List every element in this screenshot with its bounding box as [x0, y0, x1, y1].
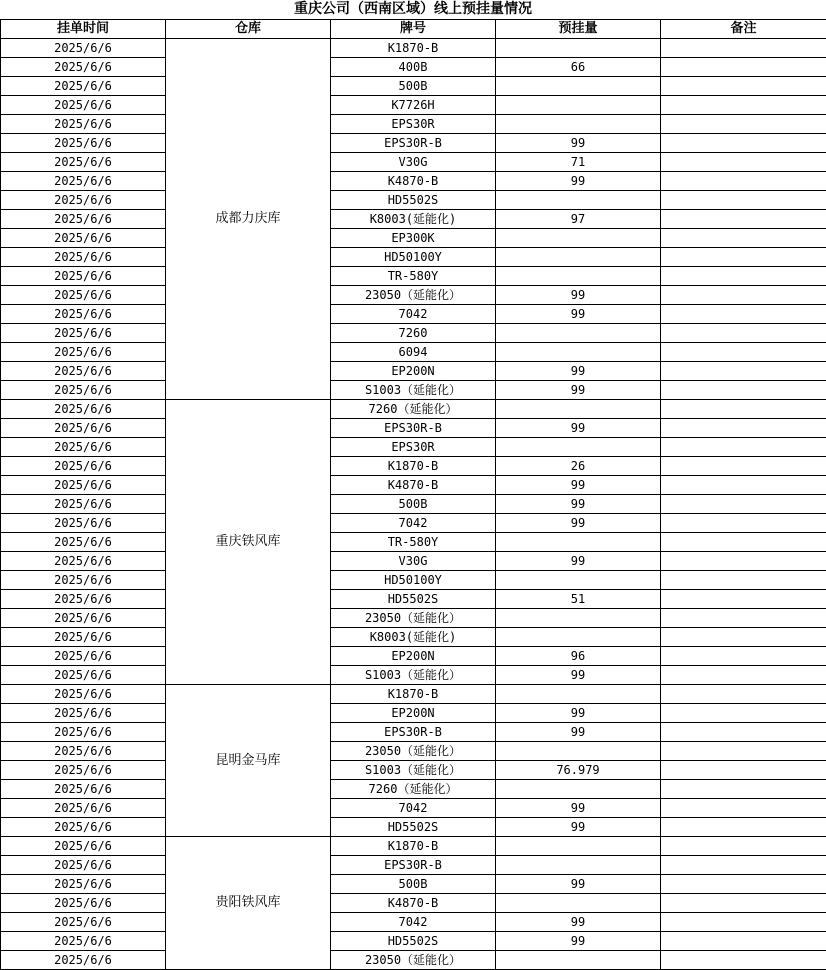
cell-quantity[interactable]	[496, 191, 661, 210]
table-row	[1, 951, 826, 970]
cell-quantity[interactable]: 99	[496, 172, 661, 191]
cell-brand[interactable]: HD50100Y	[331, 571, 496, 590]
cell-note[interactable]	[661, 533, 826, 552]
cell-quantity[interactable]: 99	[496, 419, 661, 438]
table-row	[1, 875, 826, 894]
cell-note[interactable]	[661, 951, 826, 970]
cell-brand[interactable]: K7726H	[331, 96, 496, 115]
cell-note[interactable]	[661, 210, 826, 229]
cell-warehouse[interactable]: 成都力庆库	[166, 39, 331, 400]
cell-date[interactable]: 2025/6/6	[1, 951, 166, 970]
cell-brand[interactable]: 7260（延能化）	[331, 780, 496, 799]
cell-date[interactable]: 2025/6/6	[1, 723, 166, 742]
cell-warehouse[interactable]: 昆明金马库	[166, 685, 331, 837]
cell-note[interactable]	[661, 248, 826, 267]
cell-brand[interactable]: 7042	[331, 514, 496, 533]
cell-date[interactable]: 2025/6/6	[1, 305, 166, 324]
cell-brand[interactable]: V30G	[331, 153, 496, 172]
table-row	[1, 286, 826, 305]
cell-quantity[interactable]	[496, 324, 661, 343]
cell-date[interactable]: 2025/6/6	[1, 96, 166, 115]
cell-date[interactable]: 2025/6/6	[1, 913, 166, 932]
table-row	[1, 134, 826, 153]
cell-brand[interactable]: K1870-B	[331, 837, 496, 856]
cell-note[interactable]	[661, 153, 826, 172]
cell-quantity[interactable]	[496, 267, 661, 286]
cell-brand[interactable]: TR-580Y	[331, 267, 496, 286]
cell-note[interactable]	[661, 628, 826, 647]
table-row	[1, 39, 826, 58]
cell-quantity[interactable]: 26	[496, 457, 661, 476]
cell-brand[interactable]: HD5502S	[331, 818, 496, 837]
cell-brand[interactable]: K4870-B	[331, 172, 496, 191]
table-row	[1, 647, 826, 666]
cell-date[interactable]: 2025/6/6	[1, 457, 166, 476]
cell-brand[interactable]: EPS30R-B	[331, 856, 496, 875]
table-row	[1, 324, 826, 343]
table-row	[1, 229, 826, 248]
table-row	[1, 153, 826, 172]
cell-brand[interactable]: HD5502S	[331, 191, 496, 210]
table-row	[1, 96, 826, 115]
cell-date[interactable]: 2025/6/6	[1, 685, 166, 704]
cell-note[interactable]	[661, 514, 826, 533]
cell-brand[interactable]: EPS30R-B	[331, 419, 496, 438]
cell-note[interactable]	[661, 780, 826, 799]
cell-note[interactable]	[661, 837, 826, 856]
cell-brand[interactable]: V30G	[331, 552, 496, 571]
table-body	[1, 39, 826, 970]
cell-note[interactable]	[661, 191, 826, 210]
cell-brand[interactable]: EP200N	[331, 362, 496, 381]
cell-brand[interactable]: HD5502S	[331, 590, 496, 609]
cell-note[interactable]	[661, 476, 826, 495]
cell-quantity[interactable]: 99	[496, 666, 661, 685]
cell-note[interactable]	[661, 856, 826, 875]
header-note[interactable]: 备注	[661, 20, 826, 39]
header-brand[interactable]: 牌号	[331, 20, 496, 39]
cell-date[interactable]: 2025/6/6	[1, 248, 166, 267]
cell-date[interactable]: 2025/6/6	[1, 476, 166, 495]
cell-quantity[interactable]: 51	[496, 590, 661, 609]
table-row	[1, 609, 826, 628]
cell-date[interactable]: 2025/6/6	[1, 571, 166, 590]
cell-brand[interactable]: EPS30R	[331, 438, 496, 457]
cell-quantity[interactable]	[496, 343, 661, 362]
cell-brand[interactable]: K1870-B	[331, 685, 496, 704]
cell-note[interactable]	[661, 172, 826, 191]
cell-note[interactable]	[661, 419, 826, 438]
table-row	[1, 58, 826, 77]
table-row	[1, 115, 826, 134]
cell-note[interactable]	[661, 761, 826, 780]
cell-quantity[interactable]: 99	[496, 476, 661, 495]
cell-note[interactable]	[661, 799, 826, 818]
cell-date[interactable]: 2025/6/6	[1, 742, 166, 761]
cell-date[interactable]: 2025/6/6	[1, 381, 166, 400]
table-row	[1, 248, 826, 267]
cell-brand[interactable]: 7260（延能化）	[331, 400, 496, 419]
cell-date[interactable]: 2025/6/6	[1, 856, 166, 875]
cell-brand[interactable]: HD5502S	[331, 932, 496, 951]
cell-brand[interactable]: 23050（延能化）	[331, 286, 496, 305]
cell-brand[interactable]: K8003(延能化)	[331, 210, 496, 229]
cell-quantity[interactable]: 71	[496, 153, 661, 172]
table-row	[1, 894, 826, 913]
cell-quantity[interactable]: 99	[496, 875, 661, 894]
cell-date[interactable]: 2025/6/6	[1, 837, 166, 856]
cell-date[interactable]: 2025/6/6	[1, 343, 166, 362]
cell-brand[interactable]: S1003（延能化）	[331, 666, 496, 685]
cell-date[interactable]: 2025/6/6	[1, 134, 166, 153]
cell-brand[interactable]: TR-580Y	[331, 533, 496, 552]
cell-date[interactable]: 2025/6/6	[1, 704, 166, 723]
cell-brand[interactable]: 500B	[331, 495, 496, 514]
cell-note[interactable]	[661, 58, 826, 77]
cell-date[interactable]: 2025/6/6	[1, 495, 166, 514]
cell-brand[interactable]: EPS30R-B	[331, 723, 496, 742]
table-row	[1, 932, 826, 951]
cell-note[interactable]	[661, 134, 826, 153]
cell-quantity[interactable]: 99	[496, 286, 661, 305]
cell-quantity[interactable]	[496, 628, 661, 647]
header-row	[1, 20, 826, 39]
cell-brand[interactable]: 23050（延能化）	[331, 609, 496, 628]
cell-note[interactable]	[661, 96, 826, 115]
cell-brand[interactable]: EPS30R-B	[331, 134, 496, 153]
cell-quantity[interactable]: 97	[496, 210, 661, 229]
cell-note[interactable]	[661, 286, 826, 305]
table-row	[1, 837, 826, 856]
cell-date[interactable]: 2025/6/6	[1, 875, 166, 894]
cell-date[interactable]: 2025/6/6	[1, 799, 166, 818]
sheet-title: 重庆公司（西南区域）线上预挂量情况	[294, 1, 532, 17]
cell-brand[interactable]: 23050（延能化）	[331, 951, 496, 970]
cell-date[interactable]: 2025/6/6	[1, 286, 166, 305]
cell-brand[interactable]: 6094	[331, 343, 496, 362]
cell-quantity[interactable]: 99	[496, 362, 661, 381]
cell-date[interactable]: 2025/6/6	[1, 115, 166, 134]
cell-brand[interactable]: 7042	[331, 305, 496, 324]
cell-date[interactable]: 2025/6/6	[1, 58, 166, 77]
cell-quantity[interactable]: 99	[496, 134, 661, 153]
cell-date[interactable]: 2025/6/6	[1, 818, 166, 837]
table-row	[1, 172, 826, 191]
cell-quantity[interactable]: 66	[496, 58, 661, 77]
cell-brand[interactable]: K1870-B	[331, 39, 496, 58]
cell-note[interactable]	[661, 267, 826, 286]
cell-brand[interactable]: 500B	[331, 77, 496, 96]
cell-brand[interactable]: K4870-B	[331, 476, 496, 495]
cell-note[interactable]	[661, 609, 826, 628]
cell-date[interactable]: 2025/6/6	[1, 39, 166, 58]
cell-quantity[interactable]	[496, 400, 661, 419]
cell-date[interactable]: 2025/6/6	[1, 191, 166, 210]
cell-quantity[interactable]: 99	[496, 305, 661, 324]
cell-note[interactable]	[661, 894, 826, 913]
cell-date[interactable]: 2025/6/6	[1, 894, 166, 913]
cell-quantity[interactable]	[496, 248, 661, 267]
cell-note[interactable]	[661, 381, 826, 400]
table-row	[1, 457, 826, 476]
cell-quantity[interactable]: 99	[496, 723, 661, 742]
cell-quantity[interactable]	[496, 571, 661, 590]
table-row	[1, 571, 826, 590]
cell-quantity[interactable]	[496, 742, 661, 761]
cell-date[interactable]: 2025/6/6	[1, 932, 166, 951]
cell-quantity[interactable]	[496, 951, 661, 970]
cell-brand[interactable]: 7042	[331, 799, 496, 818]
cell-note[interactable]	[661, 590, 826, 609]
table-row	[1, 590, 826, 609]
cell-date[interactable]: 2025/6/6	[1, 438, 166, 457]
cell-date[interactable]: 2025/6/6	[1, 780, 166, 799]
cell-note[interactable]	[661, 552, 826, 571]
cell-note[interactable]	[661, 229, 826, 248]
cell-note[interactable]	[661, 400, 826, 419]
cell-brand[interactable]: 400B	[331, 58, 496, 77]
cell-note[interactable]	[661, 438, 826, 457]
table-row	[1, 666, 826, 685]
cell-quantity[interactable]	[496, 609, 661, 628]
table-row	[1, 685, 826, 704]
table-row	[1, 761, 826, 780]
header-warehouse[interactable]: 仓库	[166, 20, 331, 39]
cell-date[interactable]: 2025/6/6	[1, 210, 166, 229]
cell-note[interactable]	[661, 742, 826, 761]
cell-brand[interactable]: S1003（延能化）	[331, 761, 496, 780]
cell-quantity[interactable]: 99	[496, 818, 661, 837]
cell-quantity[interactable]: 99	[496, 514, 661, 533]
cell-brand[interactable]: EP200N	[331, 704, 496, 723]
cell-quantity[interactable]	[496, 229, 661, 248]
table-row	[1, 343, 826, 362]
cell-note[interactable]	[661, 818, 826, 837]
cell-warehouse[interactable]: 重庆铁风库	[166, 400, 331, 685]
cell-brand[interactable]: 23050（延能化）	[331, 742, 496, 761]
cell-quantity[interactable]: 99	[496, 913, 661, 932]
cell-note[interactable]	[661, 324, 826, 343]
cell-note[interactable]	[661, 39, 826, 58]
cell-date[interactable]: 2025/6/6	[1, 590, 166, 609]
table-row	[1, 400, 826, 419]
cell-date[interactable]: 2025/6/6	[1, 514, 166, 533]
cell-brand[interactable]: S1003（延能化）	[331, 381, 496, 400]
cell-note[interactable]	[661, 913, 826, 932]
cell-date[interactable]: 2025/6/6	[1, 400, 166, 419]
cell-quantity[interactable]: 99	[496, 381, 661, 400]
cell-note[interactable]	[661, 305, 826, 324]
cell-brand[interactable]: 7042	[331, 913, 496, 932]
table-row	[1, 495, 826, 514]
cell-quantity[interactable]: 96	[496, 647, 661, 666]
cell-quantity[interactable]	[496, 837, 661, 856]
cell-note[interactable]	[661, 457, 826, 476]
table-row	[1, 780, 826, 799]
cell-quantity[interactable]	[496, 96, 661, 115]
cell-quantity[interactable]: 76.979	[496, 761, 661, 780]
table-row	[1, 210, 826, 229]
table-row	[1, 628, 826, 647]
cell-brand[interactable]: K1870-B	[331, 457, 496, 476]
table-row	[1, 438, 826, 457]
cell-date[interactable]: 2025/6/6	[1, 628, 166, 647]
cell-quantity[interactable]	[496, 533, 661, 552]
cell-quantity[interactable]: 99	[496, 932, 661, 951]
cell-date[interactable]: 2025/6/6	[1, 647, 166, 666]
cell-brand[interactable]: EP200N	[331, 647, 496, 666]
cell-date[interactable]: 2025/6/6	[1, 324, 166, 343]
cell-warehouse[interactable]: 贵阳铁风库	[166, 837, 331, 970]
table-row	[1, 191, 826, 210]
table-row	[1, 381, 826, 400]
table-row	[1, 419, 826, 438]
table-row	[1, 799, 826, 818]
cell-brand[interactable]: 500B	[331, 875, 496, 894]
cell-note[interactable]	[661, 685, 826, 704]
cell-note[interactable]	[661, 115, 826, 134]
table-row	[1, 913, 826, 932]
cell-quantity[interactable]	[496, 438, 661, 457]
cell-note[interactable]	[661, 647, 826, 666]
cell-quantity[interactable]	[496, 685, 661, 704]
cell-date[interactable]: 2025/6/6	[1, 153, 166, 172]
cell-brand[interactable]: HD50100Y	[331, 248, 496, 267]
cell-quantity[interactable]	[496, 894, 661, 913]
table-row	[1, 533, 826, 552]
cell-quantity[interactable]	[496, 115, 661, 134]
cell-note[interactable]	[661, 77, 826, 96]
cell-brand[interactable]: 7260	[331, 324, 496, 343]
cell-quantity[interactable]: 99	[496, 799, 661, 818]
cell-note[interactable]	[661, 723, 826, 742]
cell-quantity[interactable]	[496, 77, 661, 96]
cell-quantity[interactable]	[496, 856, 661, 875]
cell-quantity[interactable]: 99	[496, 704, 661, 723]
cell-date[interactable]: 2025/6/6	[1, 267, 166, 286]
table-row	[1, 476, 826, 495]
table-row	[1, 704, 826, 723]
cell-date[interactable]: 2025/6/6	[1, 77, 166, 96]
cell-quantity[interactable]	[496, 39, 661, 58]
cell-note[interactable]	[661, 875, 826, 894]
table-row	[1, 552, 826, 571]
table-row	[1, 818, 826, 837]
cell-date[interactable]: 2025/6/6	[1, 552, 166, 571]
table-row	[1, 514, 826, 533]
cell-note[interactable]	[661, 495, 826, 514]
pre-order-table	[0, 19, 826, 970]
table-row	[1, 856, 826, 875]
cell-date[interactable]: 2025/6/6	[1, 419, 166, 438]
cell-note[interactable]	[661, 343, 826, 362]
cell-quantity[interactable]	[496, 780, 661, 799]
cell-brand[interactable]: EPS30R	[331, 115, 496, 134]
cell-note[interactable]	[661, 932, 826, 951]
table-row	[1, 305, 826, 324]
cell-date[interactable]: 2025/6/6	[1, 609, 166, 628]
cell-quantity[interactable]: 99	[496, 495, 661, 514]
cell-quantity[interactable]: 99	[496, 552, 661, 571]
cell-note[interactable]	[661, 571, 826, 590]
table-row	[1, 267, 826, 286]
cell-brand[interactable]: EP300K	[331, 229, 496, 248]
cell-note[interactable]	[661, 704, 826, 723]
cell-date[interactable]: 2025/6/6	[1, 761, 166, 780]
table-row	[1, 742, 826, 761]
cell-date[interactable]: 2025/6/6	[1, 533, 166, 552]
header-date[interactable]: 挂单时间	[1, 20, 166, 39]
table-row	[1, 77, 826, 96]
cell-brand[interactable]: K4870-B	[331, 894, 496, 913]
table-row	[1, 723, 826, 742]
cell-brand[interactable]: K8003(延能化)	[331, 628, 496, 647]
header-quantity[interactable]: 预挂量	[496, 20, 661, 39]
cell-date[interactable]: 2025/6/6	[1, 172, 166, 191]
cell-note[interactable]	[661, 362, 826, 381]
cell-date[interactable]: 2025/6/6	[1, 229, 166, 248]
cell-date[interactable]: 2025/6/6	[1, 362, 166, 381]
cell-note[interactable]	[661, 666, 826, 685]
cell-date[interactable]: 2025/6/6	[1, 666, 166, 685]
table-row	[1, 362, 826, 381]
